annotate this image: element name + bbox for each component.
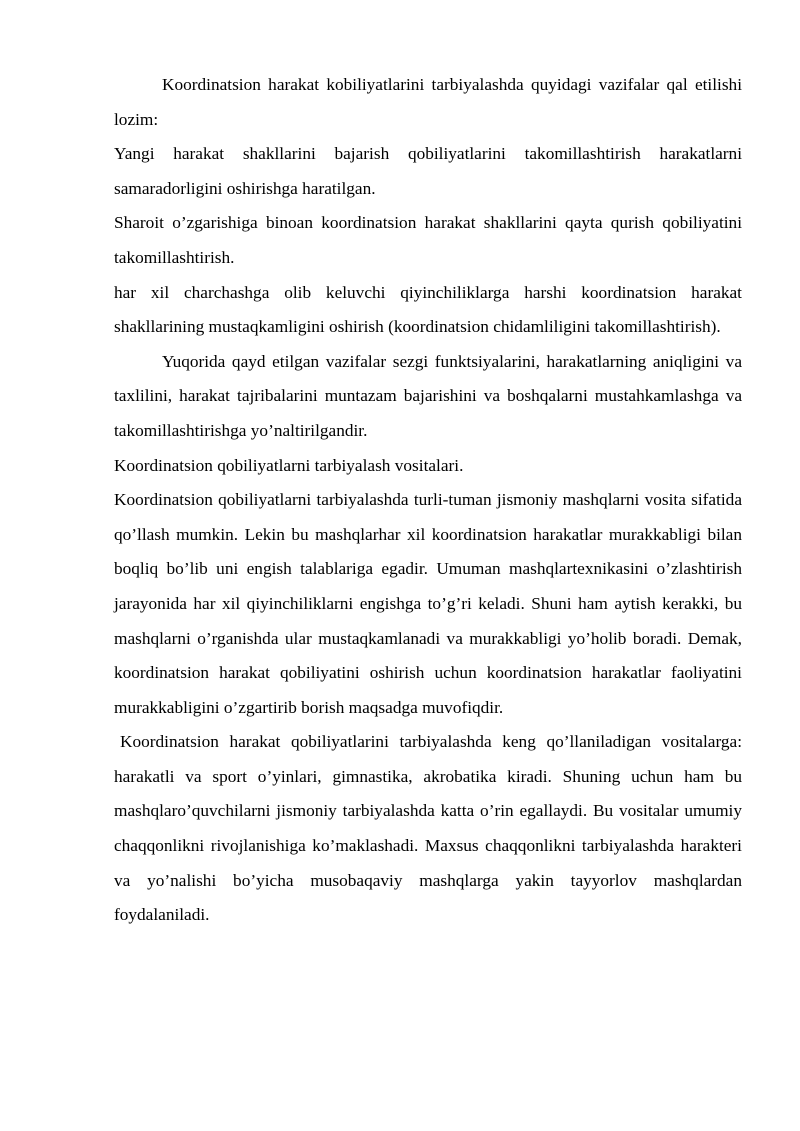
paragraph-task-1: Yangi harakat shakllarini bajarish qobiliyatlarini takomillashtirish harakatlarni samaradorligini oshirishga haratilgan. [114,144,742,198]
paragraph-means: Koordinatsion qobiliyatlarni tarbiyalashda turli-tuman jismoniy mashqlarni vosita sifatida qo’llash mumkin. Lekin bu mashqlarhar xil koordinatsion harakatlar murakkabligi bilan boqliq bo’lib uni engish talablariga egadir. Umuman mashqlartexnikasini o’zlashtirish jarayonida har xil qiyinchiliklarni engishga to’g’ri keladi. Shuni ham aytish kerakki, bu mashqlarni o’rganishda ular mustaqkamlanadi va murakkabligi yo’holib boradi. Demak, koordinatsion harakat qobiliyatini oshirish uchun koordinatsion harakatlar faoliyatini murakkabligini o’zgartirib borish maqsadga muvofiqdir. [114,490,742,717]
paragraph-intro: Koordinatsion harakat kobiliyatlarini tarbiyalashda quyidagi vazifalar qal etilishi lozim: [114,75,742,129]
document-page [114,68,742,933]
section-heading: Koordinatsion qobiliyatlarni tarbiyalash vositalari. [114,455,464,475]
paragraph-task-3: har xil charchashga olib keluvchi qiyinchiliklarga harshi koordinatsion harakat shakllarining mustaqkamligini oshirish (koordinatsion chidamliligini takomillashtirish). [114,282,742,337]
paragraph-summary: Yuqorida qayd etilgan vazifalar sezgi funktsiyalarini, harakatlarning aniqligini va taxlilini, harakat tajribalarini muntazam bajarishini va boshqalarni mustahkamlashga va takomillashtirishga yo’naltirilgandir. [114,351,742,440]
paragraph-task-2: Sharoit o’zgarishiga binoan koordinatsion harakat shakllarini qayta qurish qobiliyatini takomillashtirish. [114,213,742,267]
paragraph-tools: Koordinatsion harakat qobiliyatlarini tarbiyalashda keng qo’llaniladigan vositalarga: harakatli va sport o’yinlari, gimnastika, akrobatika kiradi. Shuning uchun ham bu mashqlaro’quvchilarni jismoniy tarbiyalashda katta o’rin egallaydi. Bu vositalar umumiy chaqqonlikni rivojlanishiga ko’maklashadi. Maxsus chaqqonlikni tarbiyalashda harakteri va yo’nalishi bo’yicha musobaqaviy mashqlarga yakin tayyorlov mashqlardan foydalaniladi. [114,732,742,925]
